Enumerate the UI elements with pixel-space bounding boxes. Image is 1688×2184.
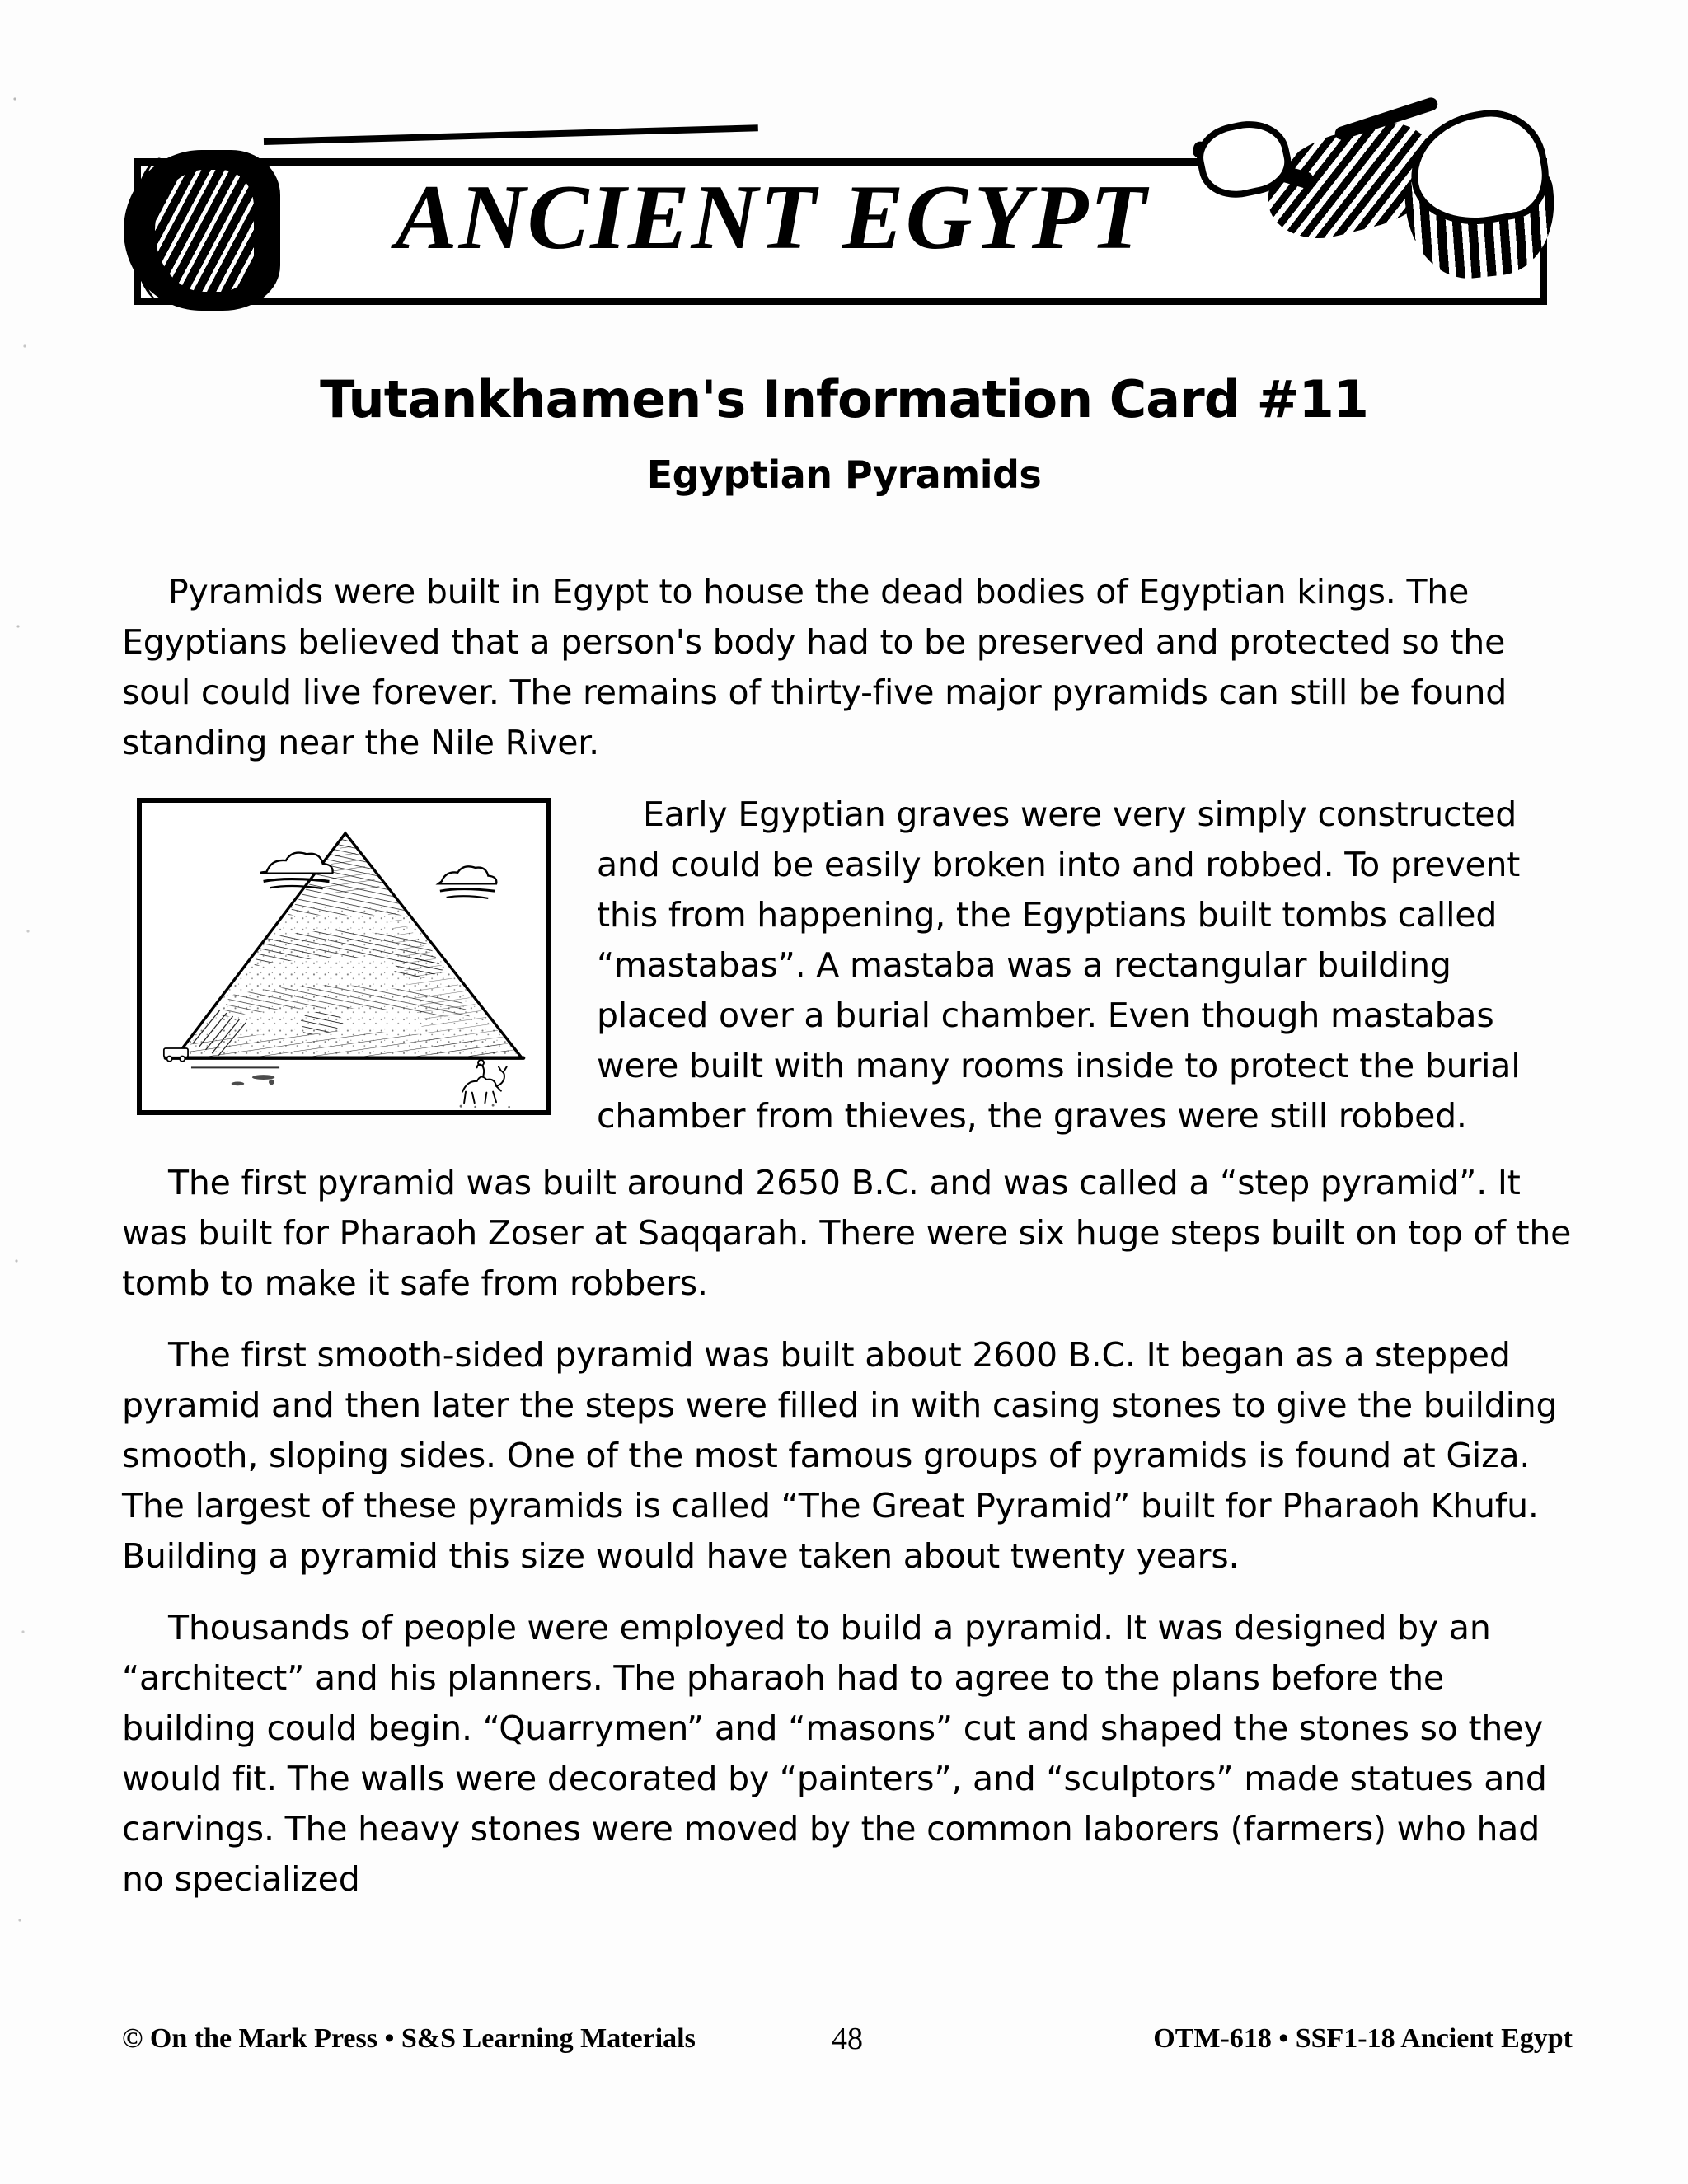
paragraph-2: Early Egyptian graves were very simply constructed and could be easily broken into and robbed. To prevent this from happening, the Egyptians built tombs called “mastabas”. A mastaba was a rectangular building placed over a burial chamber. Even though mastabas were built with many rooms inside to protect the burial chamber from thieves, the graves were still robbed. (597, 794, 1521, 1136)
page-subtitle: Egyptian Pyramids (646, 452, 1042, 497)
page-title: Tutankhamen's Information Card #11 (320, 369, 1368, 429)
staff-line (264, 124, 758, 145)
paragraph-5: Thousands of people were employed to build a pyramid. It was designed by an “architect” and his planners. The pharaoh had to agree to the plans before the building could begin. “Quarrymen” and “masons” cut and shaped the stones so they would fit. The walls were decorated by “painters”, and “sculptors” made statues and carvings. The heavy stones were moved by the common laborers (farmers) who had no specialized (122, 1608, 1547, 1899)
paragraph-1: Pyramids were built in Egypt to house the dead bodies of Egyptian kings. The Egyptians believed that a person's body had to be preserved and protected so the soul could live forever. The remains of thirty-five major pyramids can still be found standing near the Nile River. (122, 572, 1507, 762)
paragraph-4: The first smooth-sided pyramid was built about 2600 B.C. It began as a stepped pyramid and then later the steps were filled in with casing stones to give the building smooth, sloping sides. One of the most famous groups of pyramids is found at Giza. The largest of these pyramids is called “The Great Pyramid” built for Pharaoh Khufu. Building a pyramid this size would have taken about twenty years. (122, 1335, 1558, 1576)
figure-text-wrap (122, 790, 1573, 1141)
paragraph-3: The first pyramid was built around 2650 B.C. and was called a “step pyramid”. It was built for Pharaoh Zoser at Saqqarah. There were six huge steps built on top of the tomb to make it safe from robbers. (122, 1163, 1572, 1303)
page-footer (122, 2018, 1573, 2060)
page-banner (124, 107, 1562, 313)
footer-product-code: OTM-618 • SSF1-18 Ancient Egypt (1153, 2023, 1573, 2054)
article-body (122, 567, 1573, 1926)
footer-copyright: © On the Mark Press • S&S Learning Materials (122, 2023, 696, 2054)
banner-title: ANCIENT EGYPT (396, 166, 1148, 269)
footer-page-number: 48 (832, 2022, 863, 2056)
great-pyramid-illustration (137, 798, 551, 1115)
scan-artifact-edge (0, 0, 49, 2184)
pharaoh-head-icon (1175, 107, 1562, 313)
